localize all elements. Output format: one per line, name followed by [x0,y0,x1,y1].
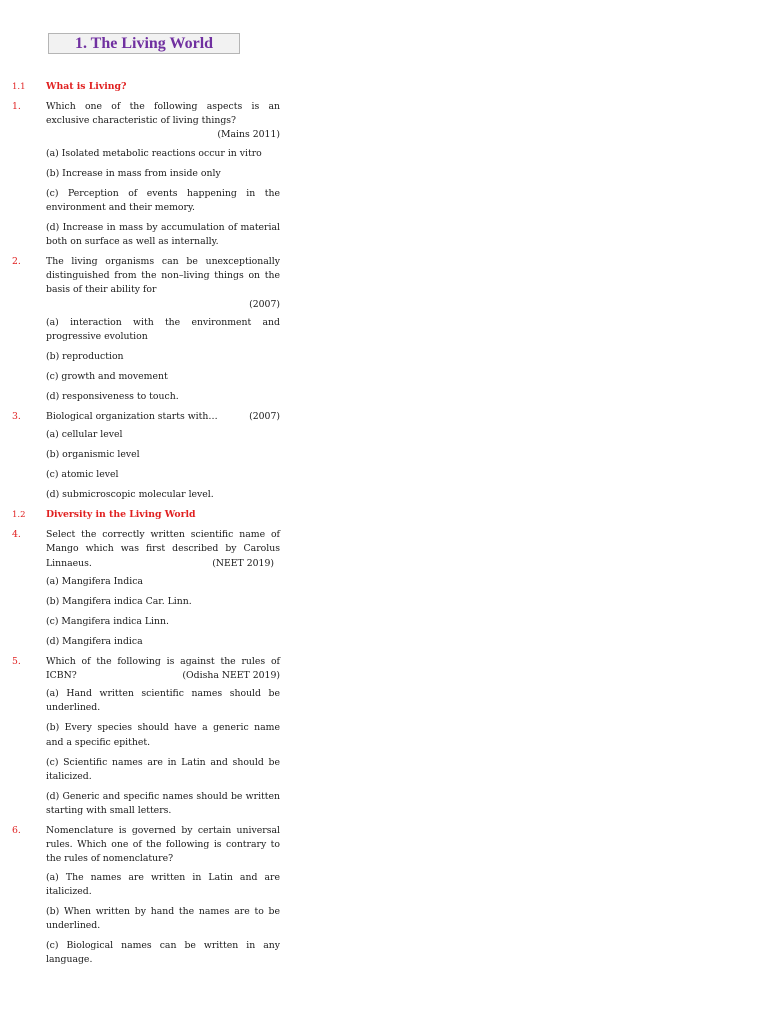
section-number: 1.2 [12,510,26,521]
option: (b) Increase in mass from inside only [46,167,221,179]
question-number: 4. [12,529,21,541]
question-text: Biological organization starts with… [46,411,218,423]
option: (a) The names are written in Latin and are italicized. [46,871,280,897]
option: (d) Mangifera indica [46,635,143,647]
question-number: 3. [12,411,21,423]
question [12,255,280,312]
question-source: (2007) [249,298,280,310]
chapter-title: 1. The Living World [48,33,240,54]
question-text: Which one of the following aspects is an exclusive characteristic of living things? [46,101,280,127]
section-title: What is Living? [46,81,127,92]
option: (b) When written by hand the names are to be underlined. [46,905,280,932]
option: (d) Generic and specific names should be written starting with small letters. [46,790,280,817]
question [12,410,280,424]
option: (d) submicroscopic molecular level. [46,489,214,501]
option: (b) organismic level [46,449,140,461]
question-source: (Odisha NEET 2019) [182,670,280,682]
question-text: Which of the following is against the rules of ICBN? [46,655,280,682]
question-source: (NEET 2019) [212,557,274,569]
question-number: 2. [12,256,21,268]
section-title: Diversity in the Living World [46,509,196,521]
option: (b) reproduction [46,351,124,363]
question-text: The living organisms can be unexceptionally distinguished from the non–living things on the basis of their ability for [46,256,280,296]
option: (c) Perception of events happening in the environment and their memory. [46,187,280,213]
option: (c) growth and movement [46,371,168,383]
option: (a) Isolated metabolic reactions occur in vitro [46,147,262,159]
section-heading [12,508,280,522]
option: (c) Biological names can be written in any language. [46,940,280,966]
question [12,655,280,683]
option: (c) Mangifera indica Linn. [46,615,169,627]
question-text: Select the correctly written scientific name of Mango which was first described by Carolus Linnaeus. [46,529,280,569]
option: (d) responsiveness to touch. [46,391,179,403]
option: (b) Mangifera indica Car. Linn. [46,595,192,607]
option: (c) atomic level [46,469,119,481]
option: (a) Hand written scientific names should be underlined. [46,688,280,714]
question [12,100,280,143]
question-number: 1. [12,101,21,112]
question-source: (2007) [249,411,280,423]
question-source: (Mains 2011) [217,129,280,141]
option: (a) interaction with the environment and progressive evolution [46,316,280,343]
question-number: 5. [12,655,21,667]
question-text: Nomenclature is governed by certain universal rules. Which one of the following is contrary to the rules of nomenclature? [46,825,280,865]
option: (a) Mangifera Indica [46,575,143,587]
question [12,824,280,867]
section-heading [12,80,280,94]
section-number: 1.1 [12,82,26,92]
option: (b) Every species should have a generic name and a specific epithet. [46,722,280,748]
option: (d) Increase in mass by accumulation of material both on surface as well as internally. [46,221,280,248]
option: (c) Scientific names are in Latin and should be italicized. [46,756,280,782]
question [12,528,280,571]
option: (a) cellular level [46,429,123,441]
question-number: 6. [12,825,21,837]
question-column [12,80,280,973]
